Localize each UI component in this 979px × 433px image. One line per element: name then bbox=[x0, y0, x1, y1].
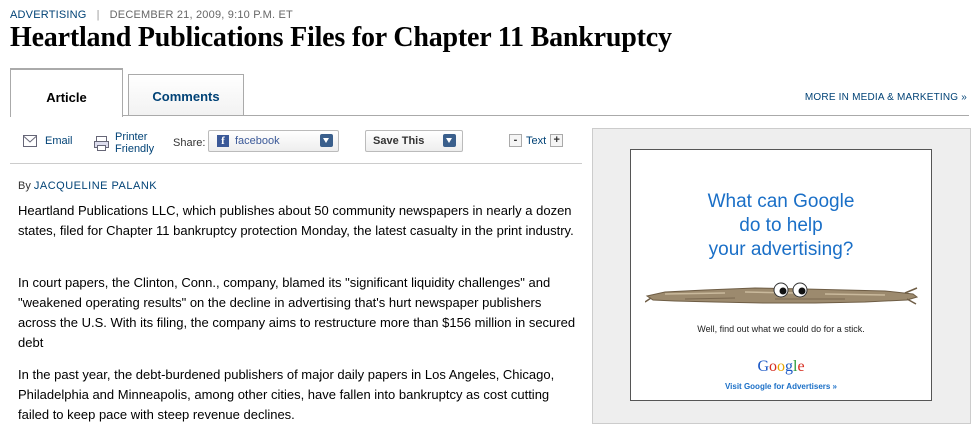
kicker bbox=[10, 9, 293, 21]
printer-friendly-label bbox=[115, 131, 154, 155]
chevron-down-icon bbox=[443, 134, 456, 147]
printer-label-line1: Printer bbox=[115, 131, 148, 143]
ad-headline bbox=[631, 190, 931, 262]
share-selected-value: facebook bbox=[235, 135, 280, 147]
tab-article[interactable]: Article bbox=[10, 68, 123, 117]
toolbar-divider bbox=[10, 163, 582, 164]
text-increase-button[interactable]: + bbox=[550, 134, 563, 147]
logo-letter: o bbox=[769, 358, 777, 375]
article-paragraph: Heartland Publications LLC, which publishes about 50 community newspapers in nearly a dozen states, filed for Chapter 11 bankruptcy protection Monday, the latest casualty in the print industry. bbox=[18, 203, 574, 238]
ad-container bbox=[592, 128, 971, 424]
email-label: Email bbox=[45, 135, 73, 147]
ad-headline-line: your advertising? bbox=[708, 239, 854, 260]
more-in-section-link[interactable]: MORE IN MEDIA & MARKETING » bbox=[804, 92, 967, 103]
article-paragraph: In court papers, the Clinton, Conn., company, blamed its "significant liquidity challenges" and "weakened operating results" on the decline in advertising that's hurt newspaper publishers across the U.S. With its filing, the company aims to restructure more than $156 million in secured debt bbox=[18, 275, 576, 350]
tab-comments[interactable]: Comments bbox=[128, 74, 244, 115]
facebook-icon: f bbox=[217, 135, 229, 147]
google-ad-banner[interactable] bbox=[630, 149, 932, 401]
save-this-button[interactable] bbox=[365, 130, 463, 152]
tab-divider bbox=[10, 115, 969, 116]
dateline: DECEMBER 21, 2009, 9:10 P.M. ET bbox=[109, 9, 293, 21]
page-title: Heartland Publications Files for Chapter 11 Bankruptcy bbox=[10, 22, 672, 53]
logo-letter: o bbox=[777, 358, 785, 375]
text-size-control bbox=[509, 134, 563, 147]
share-label: Share: bbox=[173, 137, 206, 149]
ad-headline-line: do to help bbox=[739, 215, 823, 236]
stick-with-eyes-image bbox=[645, 278, 919, 314]
share-dropdown[interactable] bbox=[208, 130, 339, 152]
text-decrease-button[interactable]: - bbox=[509, 134, 522, 147]
logo-letter: G bbox=[757, 358, 769, 375]
ad-caption: Well, find out what we could do for a stick. bbox=[697, 324, 865, 334]
envelope-icon bbox=[23, 135, 37, 147]
tab-bar bbox=[0, 68, 979, 116]
printer-friendly-button[interactable] bbox=[94, 131, 154, 155]
byline bbox=[18, 180, 157, 192]
article-paragraph: In the past year, the debt-burdened publishers of major daily papers in Los Angeles, Chicago, Philadelphia and Minneapolis, among other cities, have fallen into bankruptcy as cost cutting failed to keep pace with steep revenue declines. bbox=[18, 367, 555, 422]
google-logo bbox=[631, 358, 931, 376]
visit-google-advertisers-link[interactable]: Visit Google for Advertisers » bbox=[724, 382, 838, 391]
byline-prefix: By bbox=[18, 180, 31, 192]
article-toolbar bbox=[10, 128, 582, 160]
logo-letter: g bbox=[785, 358, 793, 375]
kicker-separator: | bbox=[96, 9, 100, 21]
logo-letter: l bbox=[793, 358, 798, 375]
ad-headline-line: What can Google bbox=[707, 191, 855, 212]
printer-label-line2: Friendly bbox=[115, 143, 155, 155]
printer-icon bbox=[94, 136, 109, 151]
section-link[interactable]: ADVERTISING bbox=[10, 9, 87, 21]
text-size-label: Text bbox=[526, 134, 547, 147]
logo-letter: e bbox=[797, 358, 805, 375]
save-this-label: Save This bbox=[373, 135, 425, 147]
chevron-down-icon bbox=[320, 134, 333, 147]
email-button[interactable] bbox=[23, 135, 73, 147]
author-link[interactable]: JACQUELINE PALANK bbox=[33, 180, 158, 192]
